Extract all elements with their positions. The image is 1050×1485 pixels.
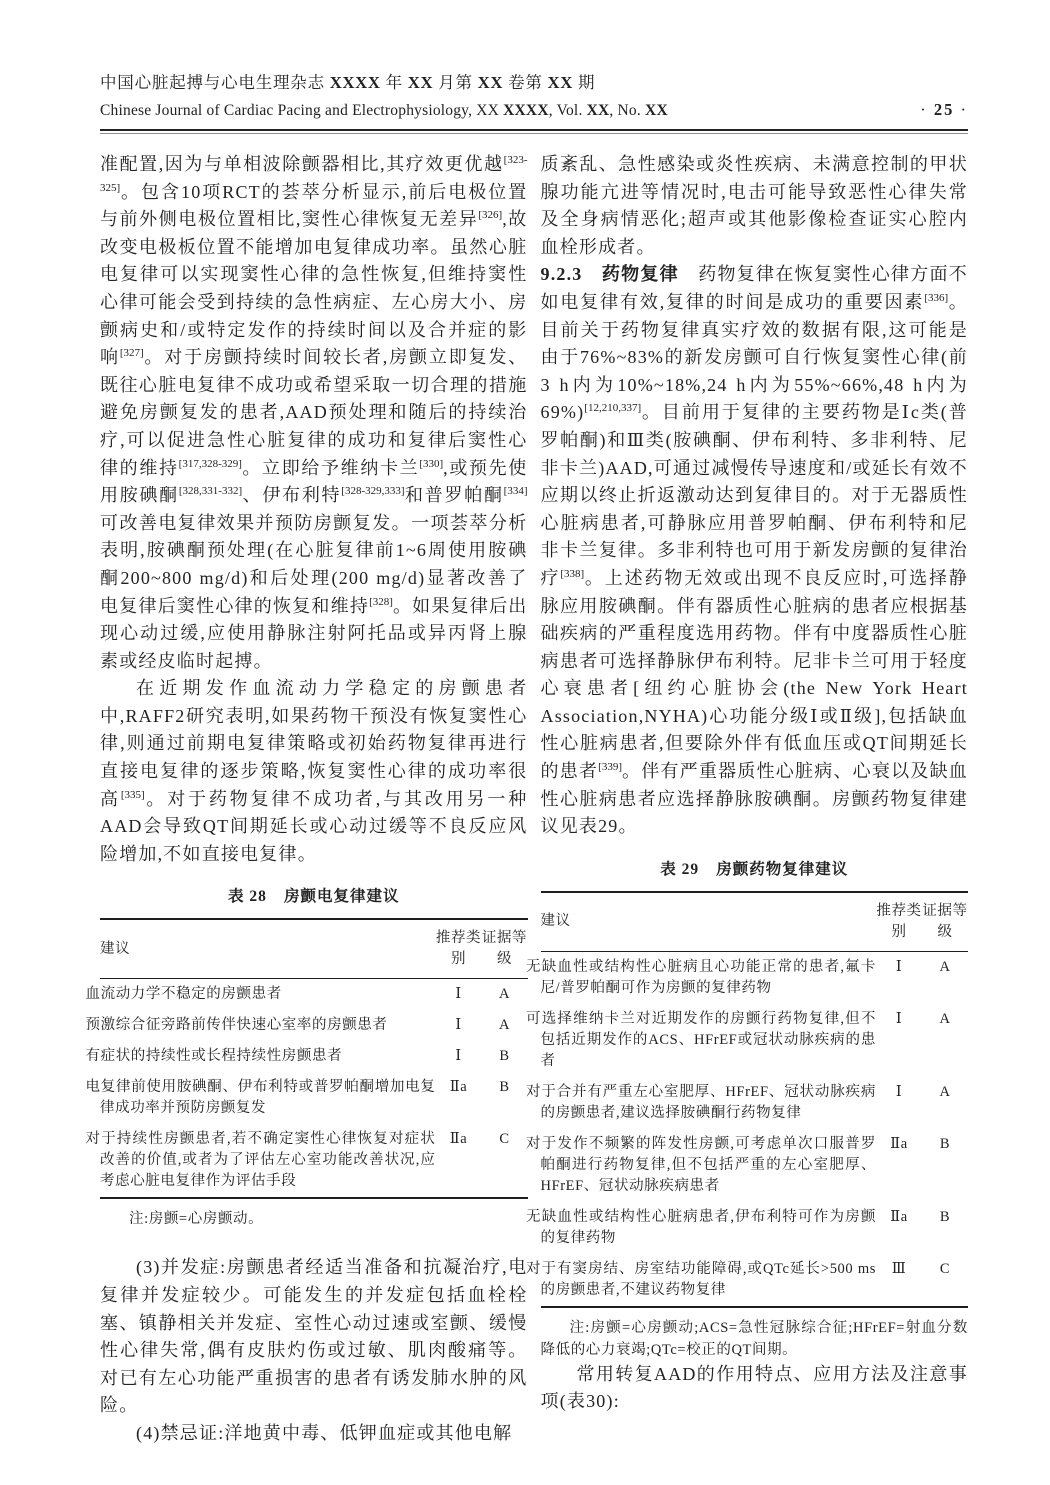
table-row [100, 1041, 528, 1072]
table-28-header [100, 919, 528, 979]
bold-text: XX [407, 73, 434, 92]
reference-superscript: [328] [369, 595, 393, 608]
recommendation-cell: 有症状的持续性或长程持续性房颤患者 [85, 1048, 343, 1065]
class-of-recommendation-cell: Ⅰ [895, 1083, 903, 1100]
class-of-recommendation-cell: Ⅰ [455, 1048, 462, 1065]
table-row [541, 1129, 969, 1202]
paragraph-continuation-right: 质紊乱、急性感染或炎性疾病、未满意控制的甲状腺功能亢进等情况时,电击可能导致恶性心律失常及全身病情恶化;超声或其他影像检查证实心腔内血栓形成者。 [540, 154, 968, 257]
class-of-recommendation-cell: Ⅱa [890, 1208, 908, 1225]
header-rule [100, 129, 968, 134]
class-of-recommendation-cell: Ⅱa [449, 1131, 468, 1148]
level-of-evidence-cell: A [498, 1017, 511, 1034]
level-of-evidence-cell: A [939, 1083, 951, 1100]
column-header-evidence: 证据等级 [482, 919, 528, 979]
table-row [100, 1124, 528, 1198]
section-9-2-3-pharmacological-cardioversion: 9.2.3 药物复律 药物复律在恢复窦性心律方面不如电复律有效,复律的时间是成功的重要因素[336]。目前关于药物复律真实疗效的数据有限,这可能是由于76%~83%的新发房颤可自行恢复窦性心律(前3 h内为10%~18%,24 h内为55%~66%,48 h内为69%)[12,210,337]。目前用于复律的主要药物是Ⅰc类(普罗帕酮)和Ⅲ类(胺碘酮、伊布利特、多非利特、尼非卡兰)AAD,可通过减慢传导速度和/或延长有效不应期以终止折返激动达到复律目的。对于无器质性心脏病患者,可静脉应用普罗帕酮、伊布利特和尼非卡兰复律。多非利特也可用于新发房颤的复律治疗[338]。上述药物无效或出现不良反应时,可选择静脉应用胺碘酮。伴有器质性心脏病的患者应根据基础疾病的严重程度选用药物。伴有中度器质性心脏病患者可选择静脉伊布利特。尼非卡兰可用于轻度心衰患者[纽约心脏协会(the New York Heart Association,NYHA)心功能分级Ⅰ或Ⅱ级],包括缺血性心脏病患者,但要除外伴有低血压或QT间期延长的患者[339]。伴有严重器质性心脏病、心衰以及缺血性心脏病患者应选择静脉胺碘酮。房颤药物复律建议见表29。 [540, 264, 969, 837]
reference-superscript: [330] [419, 457, 444, 470]
class-of-recommendation-cell: Ⅰ [455, 986, 462, 1003]
recommendation-cell: 对于有窦房结、房室结功能障碍,或QTc延长>500 ms的房颤患者,不建议药物复律 [526, 1260, 876, 1298]
paragraph-raff2: 在近期发作血流动力学稳定的房颤患者中,RAFF2研究表明,如果药物干预没有恢复窦性心律,则通过前期电复律策略或初始药物复律再进行直接电复律的逐步策略,恢复窦性心律的成功率很高[335]。对于药物复律不成功者,与其改用另一种AAD会导致QT间期延长或心动过缓等不良反应风险增加,不如直接电复律。 [100, 678, 528, 864]
recommendation-cell: 对于持续性房颤患者,若不确定窦性心律恢复对症状改善的价值,或者为了评估左心室功能改善状况,应考虑心脏电复律作为评估手段 [85, 1131, 436, 1190]
table-29-grid [526, 891, 969, 1308]
bold-text: XX [586, 102, 610, 119]
table-28-grid [85, 918, 528, 1199]
column-header-class: 推荐类别 [876, 892, 922, 952]
level-of-evidence-cell: B [499, 1079, 510, 1096]
reference-superscript: [338] [560, 567, 585, 580]
paragraph-complications: (3)并发症:房颤患者经适当准备和抗凝治疗,电复律并发症较少。可能发生的并发症包括血栓栓塞、镇静相关并发症、室性心动过速或室颤、缓慢性心律失常,偶有皮肤灼伤或过敏、肌肉酸痛等。对已有左心功能严重损害的患者有诱发肺水肿的风险。 [100, 1257, 528, 1416]
recommendation-cell: 对于发作不频繁的阵发性房颤,可考虑单次口服普罗帕酮进行药物复律,但不包括严重的左心室肥厚、HFrEF、冠状动脉疾病患者 [526, 1135, 876, 1194]
paragraph-continuation: 准配置,因为与单相波除颤器相比,其疗效更优越[323-325]。包含10项RCT的荟萃分析显示,前后电极位置与前外侧电极位置相比,窦性心律恢复无差异[326],故改变电极板位置不能增加电复律成功率。虽然心脏电复律可以实现窦性心律的急性恢复,但维持窦性心律可能会受到持续的急性病症、左心房大小、房颤病史和/或特定发作的持续时间以及合并症的影响[327]。对于房颤持续时间较长者,房颤立即复发、既往心脏电复律不成功或希望采取一切合理的措施避免房颤复发的患者,AAD预处理和随后的持续治疗,可以促进急性心脏复律的成功和复律后窦性心律的维持[317,328-329]。立即给予维纳卡兰[330],或预先使用胺碘酮[328,331-332]、伊布利特[328-329,333]和普罗帕酮[334]可改善电复律效果并预防房颤复发。一项荟萃分析表明,胺碘酮预处理(在心脏复律前1~6周使用胺碘酮200~800 mg/d)和后处理(200 mg/d)显著改善了电复律后窦性心律的恢复和维持[328]。如果复律后出现心动过缓,应使用静脉注射阿托品或异丙肾上腺素或经皮临时起搏。 [100, 154, 528, 671]
recommendation-cell: 对于合并有严重左心室肥厚、HFrEF、冠状动脉疾病的房颤患者,建议选择胺碘酮行药物复律 [526, 1083, 876, 1121]
level-of-evidence-cell: A [939, 1010, 951, 1027]
table-29-caption [541, 857, 969, 879]
recommendation-cell: 无缺血性或结构性心脏病且心功能正常的患者,氟卡尼/普罗帕酮可作为房颤的复律药物 [526, 958, 876, 996]
page-body [85, 151, 969, 1448]
table-29-header [541, 892, 969, 952]
level-of-evidence-cell: B [939, 1135, 951, 1152]
table-row [541, 1202, 969, 1254]
table-28-body [85, 979, 528, 1199]
class-of-recommendation-cell: Ⅲ [891, 1260, 907, 1277]
bold-text: XX [477, 73, 504, 92]
reference-superscript: [12,210,337] [584, 402, 642, 415]
bold-text: XXXX [329, 73, 381, 92]
class-of-recommendation-cell: Ⅰ [455, 1017, 462, 1034]
header-second-line [100, 100, 968, 120]
table-28 [85, 884, 528, 1230]
table-29-body [526, 951, 969, 1307]
right-column [526, 151, 969, 1448]
column-header-recommendation: 建议 [541, 892, 877, 952]
table-row [541, 1077, 969, 1129]
reference-superscript: [336] [924, 291, 949, 304]
table-row [541, 1254, 969, 1307]
column-header-class: 推荐类别 [436, 919, 482, 979]
table-29 [526, 857, 969, 1361]
reference-superscript: [326] [478, 209, 503, 222]
recommendation-cell: 无缺血性或结构性心脏病患者,伊布利特可作为房颤的复律药物 [526, 1208, 876, 1246]
class-of-recommendation-cell: Ⅰ [895, 958, 903, 975]
level-of-evidence-cell: B [499, 1048, 510, 1065]
table-row [541, 951, 969, 1004]
table-28-caption-title: 房颤电复律建议 [283, 888, 400, 906]
reference-superscript: [327] [119, 347, 144, 360]
level-of-evidence-cell: C [939, 1260, 951, 1277]
table-29-note: 注:房颤=心房颤动;ACS=急性冠脉综合征;HFrEF=射血分数降低的心力衰竭;QTc=校正的QT间期。 [540, 1319, 968, 1358]
level-of-evidence-cell: A [498, 986, 511, 1003]
reference-superscript: [317,328-329] [178, 457, 242, 470]
bold-text: 25 [933, 100, 955, 119]
journal-title-chinese: 中国心脏起搏与心电生理杂志 XXXX 年 XX 月第 XX 卷第 XX 期 [100, 73, 596, 92]
column-header-evidence: 证据等级 [922, 892, 968, 952]
table-row [100, 979, 528, 1011]
class-of-recommendation-cell: Ⅰ [895, 1010, 903, 1027]
bold-text: XX [547, 73, 574, 92]
table-row [100, 1010, 528, 1041]
left-column [85, 151, 528, 1448]
page-number: · 25 · [920, 100, 968, 119]
bold-text: XXXX [503, 102, 549, 119]
table-28-caption [100, 884, 528, 906]
recommendation-cell: 可选择维纳卡兰对近期发作的房颤行药物复律,但不包括近期发作的ACS、HFrEF或冠状动脉疾病的患者 [526, 1010, 876, 1069]
bold-text: 9.2.3 药物复律 [540, 264, 699, 285]
recommendation-cell: 预激综合征旁路前传伴快速心室率的房颤患者 [85, 1017, 388, 1034]
table-29-caption-title: 房颤药物复律建议 [716, 860, 849, 878]
journal-title-english: Chinese Journal of Cardiac Pacing and Electrophysiology, XX XXXX, Vol. XX, No. XX [100, 102, 668, 119]
table-row [541, 1004, 969, 1077]
reference-superscript: [328,331-332] [178, 485, 243, 498]
table-29-caption-label: 表 29 [660, 860, 700, 878]
reference-superscript: [335] [120, 788, 145, 801]
column-header-recommendation: 建议 [100, 919, 436, 979]
table-28-caption-label: 表 28 [228, 888, 267, 906]
bold-text: XX [645, 102, 668, 119]
recommendation-cell: 血流动力学不稳定的房颤患者 [85, 986, 282, 1003]
class-of-recommendation-cell: Ⅱa [890, 1135, 908, 1152]
reference-superscript: [334] [503, 485, 528, 498]
level-of-evidence-cell: C [499, 1131, 510, 1148]
reference-superscript: [323-325] [100, 154, 528, 194]
paragraph-table30-lead-in: 常用转复AAD的作用特点、应用方法及注意事项(表30): [540, 1363, 968, 1412]
recommendation-cell: 电复律前使用胺碘酮、伊布利特或普罗帕酮增加电复律成功率并预防房颤复发 [85, 1079, 436, 1117]
class-of-recommendation-cell: Ⅱa [449, 1079, 468, 1096]
reference-superscript: [328-329,333] [341, 485, 405, 498]
table-row [100, 1072, 528, 1124]
level-of-evidence-cell: A [939, 958, 951, 975]
reference-superscript: [339] [598, 761, 622, 774]
page-header [100, 72, 968, 134]
level-of-evidence-cell: B [939, 1208, 951, 1225]
paragraph-contraindications: (4)禁忌证:洋地黄中毒、低钾血症或其他电解 [136, 1423, 513, 1443]
table-28-note: 注:房颤=心房颤动。 [129, 1211, 264, 1228]
